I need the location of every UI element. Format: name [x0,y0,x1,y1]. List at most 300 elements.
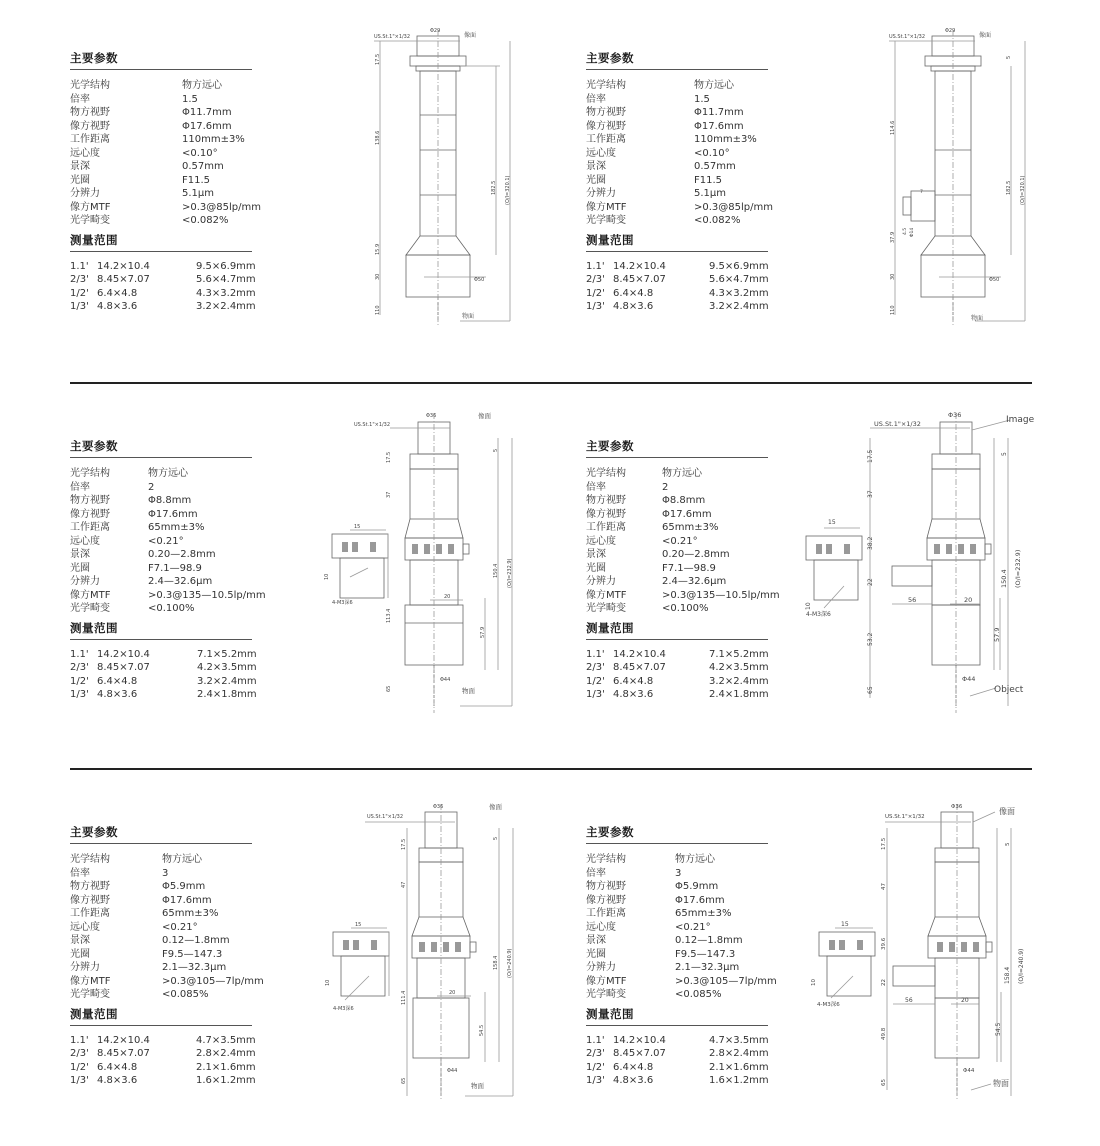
dim-3: 39.6 [881,937,887,950]
param-label: 倍率 [70,93,90,105]
param-value: F11.5 [182,174,211,186]
dim-10: 20 [961,997,969,1004]
sensor-size: 8.45×7.07 [97,662,150,673]
object-plane-label: 物面 [462,687,475,695]
param-row [586,187,786,201]
param-label: 光学畸变 [70,989,110,1000]
lens-drawing-mid-left [324,408,530,713]
param-row [586,602,786,616]
dim-1: 17.5 [401,838,407,850]
param-row [70,201,270,215]
param-label: 光圈 [70,562,90,574]
dim-7: (O/I=320.1) [505,175,511,205]
sensor-format: 1/3' [586,1075,605,1086]
diameter-bottom-label: Φ44 [962,675,976,683]
dim-12: 150.4 [1000,569,1008,588]
sensor-size: 4.8×3.6 [97,689,138,700]
diameter-bottom-label: Φ50 [989,277,1000,283]
diameter-bottom-label: Φ50 [474,277,485,283]
dim-10: 20 [449,990,456,996]
param-label: 光学畸变 [70,603,110,614]
dim-4: 10 [324,573,330,580]
field-of-view: 2.8×2.4mm [196,1048,256,1059]
param-value: Φ17.6mm [694,120,744,132]
dim-1: 17.5 [867,449,874,463]
param-value: 2 [662,481,669,493]
param-value: 2 [148,481,155,493]
range-title: 测量范围 [70,620,118,635]
param-row [70,494,270,508]
param-label: 光圈 [70,174,90,186]
dim-8: 4.5 [903,227,908,235]
param-row [70,562,270,576]
field-of-view: 2.1×1.6mm [709,1061,769,1073]
object-plane-label: 物面 [462,313,475,320]
param-value: 110mm±3% [182,134,245,145]
range-row [586,648,786,662]
param-row [586,160,786,174]
lens-drawing-bottom-right [805,800,1030,1100]
param-value: 0.12—1.8mm [162,935,230,946]
range-row [70,688,270,702]
screw-label: 4-M3深6 [333,1006,354,1012]
field-of-view: 2.4×1.8mm [197,689,257,700]
param-value: 65mm±3% [675,908,732,919]
range-title: 测量范围 [70,1006,118,1021]
param-value: F9.5—147.3 [675,948,736,960]
sensor-format: 2/3' [70,1048,89,1059]
param-label: 远心度 [70,921,100,933]
param-value: <0.21° [662,535,698,547]
param-row [70,602,270,616]
dim-6: 65 [401,1077,407,1084]
range-title: 测量范围 [586,1006,634,1021]
range-row [70,260,270,274]
range-row [70,675,270,689]
range-row [70,661,270,675]
dim-8: 158.4 [493,955,499,970]
dim-11: 57.9 [480,626,486,638]
param-label: 工作距离 [586,522,626,533]
param-value: 5.1μm [182,188,215,199]
param-label: 像方视野 [70,894,110,906]
param-value: 物方远心 [182,80,222,91]
sensor-format: 1/2' [586,287,605,299]
param-row [70,481,270,495]
sensor-size: 4.8×3.6 [613,301,654,312]
dim-5: 110 [375,305,381,315]
dim-3: 37.9 [890,231,896,243]
field-of-view: 3.2×2.4mm [709,301,769,312]
param-label: 像方视野 [70,508,110,520]
param-value: 65mm±3% [162,908,219,919]
range-title-rule [70,1025,252,1026]
dim-4: 10 [325,979,331,986]
field-of-view: 4.2×3.5mm [197,662,257,673]
param-row [586,494,786,508]
param-row [586,106,786,120]
dim-6: 182.5 [491,180,497,195]
param-row [586,880,786,894]
range-row [586,287,786,301]
field-of-view: 4.3×3.2mm [196,287,256,299]
section-divider-1 [70,382,1032,384]
range-row [70,1047,270,1061]
param-row [586,948,786,962]
param-value: Φ17.6mm [662,508,712,520]
field-of-view: 4.7×3.5mm [196,1034,256,1046]
param-row [70,907,270,921]
dim-10: 7 [920,190,923,195]
param-label: 光圈 [70,948,90,960]
param-label: 物方视野 [586,107,626,118]
param-row [586,894,786,908]
image-label: Image [1006,415,1035,425]
dim-1: 17.5 [881,837,887,850]
thread-label: US.St.1"×1/32 [885,814,925,820]
screw-label: 4-M3深6 [817,1002,840,1008]
spec-title-rule [586,457,768,458]
field-of-view: 3.2×2.4mm [196,301,256,312]
param-value: >0.3@105—7lp/mm [675,975,777,987]
param-value: F9.5—147.3 [162,948,223,960]
range-title-rule [586,1025,768,1026]
param-row [586,201,786,215]
screw-label: 4-M3深6 [806,611,831,618]
param-value: Φ11.7mm [182,107,232,118]
param-value: 2.1—32.3μm [162,962,227,973]
dim-1: 17.5 [375,53,381,65]
param-label: 分辨力 [586,576,616,587]
screw-label: 4-M3深6 [332,600,353,606]
param-row [586,120,786,134]
param-value: <0.21° [162,921,198,933]
param-value: F7.1—98.9 [662,562,716,574]
sensor-size: 8.45×7.07 [613,274,666,285]
spec-title-rule [70,843,252,844]
param-row [70,133,270,147]
diameter-bottom-label: Φ44 [447,1068,458,1074]
sensor-format: 1.1' [586,648,605,660]
dim-8: 10 [805,602,812,610]
sensor-size: 8.45×7.07 [97,1048,150,1059]
sensor-format: 2/3' [586,662,605,673]
param-label: 像方视野 [70,120,110,132]
range-row [586,1034,786,1048]
param-value: Φ5.9mm [675,881,719,892]
field-of-view: 3.2×2.4mm [709,675,769,687]
spec-title: 主要参数 [586,51,634,65]
param-row [586,214,786,228]
dim-4: 22 [867,578,874,586]
dim-2: 47 [401,881,407,888]
param-value: F7.1—98.9 [148,562,202,574]
thread-label: US.St.1"×1/32 [367,814,404,820]
field-of-view: 5.6×4.7mm [196,274,256,285]
dim-8: 150.4 [493,563,499,578]
lens-drawing-mid-right [800,408,1035,713]
dim-5: 53.2 [867,632,874,646]
dim-14: 54.5 [995,1022,1002,1036]
param-label: 倍率 [586,93,606,105]
param-row [70,921,270,935]
field-of-view: 2.8×2.4mm [709,1048,769,1059]
diameter-top-label: Φ36 [951,804,963,810]
param-row [70,147,270,161]
param-value: 65mm±3% [662,522,719,533]
range-row [70,300,270,314]
sensor-format: 2/3' [586,274,605,285]
dim-7: 15 [828,519,836,526]
param-row [70,853,270,867]
param-row [586,535,786,549]
param-label: 分辨力 [586,188,616,199]
dim-2: 114.6 [890,120,896,135]
param-label: 物方视野 [586,495,626,506]
lens-drawing-bottom-left [325,800,530,1100]
dim-9: 56 [905,997,913,1004]
param-row [586,79,786,93]
param-label: 像方MTF [70,589,111,601]
dim-5: 111.4 [401,990,407,1005]
param-value: Φ17.6mm [182,120,232,132]
param-label: 远心度 [70,535,100,547]
sensor-format: 1/3' [586,689,605,700]
sensor-size: 6.4×4.8 [613,1061,654,1073]
sensor-format: 1/2' [70,1061,89,1073]
dim-3: 15 [355,922,362,928]
param-row [586,975,786,989]
sensor-size: 4.8×3.6 [97,1075,138,1086]
range-row [586,1061,786,1075]
range-row [70,1034,270,1048]
sensor-size: 14.2×10.4 [613,648,666,660]
sensor-size: 14.2×10.4 [97,648,150,660]
object-plane-label: 物面 [971,315,984,322]
param-row [70,187,270,201]
thread-label: US.St.1"×1/32 [354,422,391,428]
range-row [70,1074,270,1088]
param-row [586,921,786,935]
param-row [586,961,786,975]
diameter-bottom-label: Φ44 [440,677,451,683]
param-row [70,521,270,535]
param-value: >0.3@85lp/mm [694,201,773,213]
diameter-top-label: Φ36 [426,413,437,419]
range-row [70,648,270,662]
param-label: 像方MTF [70,975,111,987]
param-row [70,106,270,120]
range-title-rule [70,639,252,640]
field-of-view: 2.1×1.6mm [196,1061,256,1073]
sensor-size: 14.2×10.4 [97,260,150,272]
param-row [70,948,270,962]
object-plane-label: 物面 [471,1082,484,1090]
field-of-view: 5.6×4.7mm [709,274,769,285]
param-label: 物方视野 [70,495,110,506]
param-label: 光学结构 [70,468,110,479]
range-row [586,1074,786,1088]
param-value: 3 [675,867,682,879]
thread-label: US.St.1"×1/32 [889,34,926,40]
dim-5: 110 [890,305,896,315]
param-label: 像方MTF [586,975,627,987]
param-value: >0.3@135—10.5lp/mm [662,589,780,601]
param-value: 3 [162,867,169,879]
diameter-top-label: Φ29 [945,28,956,34]
dim-9: (O/I=232.9) [507,558,513,588]
param-value: 0.57mm [182,161,224,172]
param-label: 倍率 [70,867,90,879]
range-row [70,273,270,287]
param-label: 光圈 [586,562,606,574]
param-value: <0.082% [694,215,741,226]
field-of-view: 7.1×5.2mm [709,648,769,660]
param-row [586,481,786,495]
param-row [70,961,270,975]
param-row [70,535,270,549]
param-value: Φ11.7mm [694,107,744,118]
sensor-size: 4.8×3.6 [97,301,138,312]
param-row [70,589,270,603]
param-row [70,880,270,894]
object-label: Object [994,685,1024,695]
range-title: 测量范围 [586,232,634,247]
param-row [586,589,786,603]
param-label: 物方视野 [70,881,110,892]
param-label: 像方MTF [586,201,627,213]
param-row [586,467,786,481]
param-label: 远心度 [70,147,100,159]
image-plane-label: 像面 [489,803,502,811]
dim-2: 37 [867,490,874,498]
sensor-format: 1.1' [70,1034,89,1046]
dim-2: 47 [881,883,887,890]
param-row [586,147,786,161]
thread-label: US.St.1"×1/32 [374,34,411,40]
sensor-size: 6.4×4.8 [613,675,654,687]
dim-5: 49.8 [881,1027,887,1040]
param-value: Φ17.6mm [162,894,212,906]
spec-title: 主要参数 [70,825,118,839]
param-label: 像方视野 [586,894,626,906]
param-value: 物方远心 [148,468,188,479]
param-label: 光学结构 [586,80,626,91]
dim-8: 10 [811,979,817,986]
diameter-bottom-label: Φ44 [963,1068,975,1074]
field-of-view: 2.4×1.8mm [709,689,769,700]
param-label: 景深 [70,549,90,560]
dim-6: 65 [386,685,392,692]
image-plane-label: 像面 [478,412,491,420]
param-row [70,508,270,522]
image-plane-label: 像面 [979,32,992,39]
param-label: 景深 [586,549,606,560]
dim-5: 113.4 [386,608,392,623]
param-value: 65mm±3% [148,522,205,533]
param-row [586,934,786,948]
range-row [586,675,786,689]
sensor-format: 1.1' [70,260,89,272]
field-of-view: 9.5×6.9mm [196,260,256,272]
param-row [586,867,786,881]
dim-10: 20 [964,596,973,604]
param-label: 工作距离 [70,522,110,533]
param-row [70,575,270,589]
spec-title: 主要参数 [70,51,118,65]
param-label: 景深 [586,161,606,172]
param-row [70,214,270,228]
sensor-format: 1.1' [586,260,605,272]
range-row [586,1047,786,1061]
range-row [70,1061,270,1075]
param-label: 光学畸变 [586,215,626,226]
param-label: 像方MTF [586,589,627,601]
param-label: 光圈 [586,174,606,186]
param-value: 物方远心 [662,468,702,479]
sensor-format: 2/3' [586,1048,605,1059]
range-row [586,688,786,702]
spec-title-rule [70,69,252,70]
param-value: Φ5.9mm [162,881,206,892]
sensor-size: 14.2×10.4 [97,1034,150,1046]
param-row [70,174,270,188]
param-value: Φ8.8mm [148,495,192,506]
param-value: >0.3@85lp/mm [182,201,261,213]
param-value: 0.57mm [694,161,736,172]
diameter-top-label: Φ36 [948,411,962,419]
sensor-format: 1/3' [70,689,89,700]
sensor-format: 1/2' [70,675,89,687]
image-plane-label: 像面 [999,807,1015,816]
spec-title-rule [70,457,252,458]
param-label: 分辨力 [586,962,616,973]
param-row [586,988,786,1002]
param-row [586,174,786,188]
param-row [70,160,270,174]
param-label: 景深 [70,161,90,172]
object-plane-label: 物面 [993,1079,1009,1088]
sensor-size: 14.2×10.4 [613,260,666,272]
range-title: 测量范围 [586,620,634,635]
sensor-format: 1/2' [70,287,89,299]
param-value: 2.1—32.3μm [675,962,740,973]
dim-2: 37 [386,491,392,498]
param-value: 110mm±3% [694,134,757,145]
dim-4: 22 [881,979,887,986]
param-label: 分辨力 [70,188,100,199]
sensor-format: 1/3' [70,301,89,312]
dim-3: 15 [354,524,361,530]
param-value: 2.4—32.6μm [662,576,727,587]
param-label: 工作距离 [70,134,110,145]
param-label: 分辨力 [70,962,100,973]
param-value: <0.082% [182,215,229,226]
param-row [586,907,786,921]
range-title-rule [586,639,768,640]
param-row [70,988,270,1002]
param-value: 5.1μm [694,188,727,199]
param-label: 工作距离 [586,134,626,145]
sensor-format: 1.1' [70,648,89,660]
param-label: 物方视野 [586,881,626,892]
field-of-view: 4.3×3.2mm [709,287,769,299]
param-label: 光学结构 [70,854,110,865]
range-title-rule [70,251,252,252]
param-label: 光学结构 [70,80,110,91]
sensor-format: 2/3' [70,662,89,673]
range-row [70,287,270,301]
